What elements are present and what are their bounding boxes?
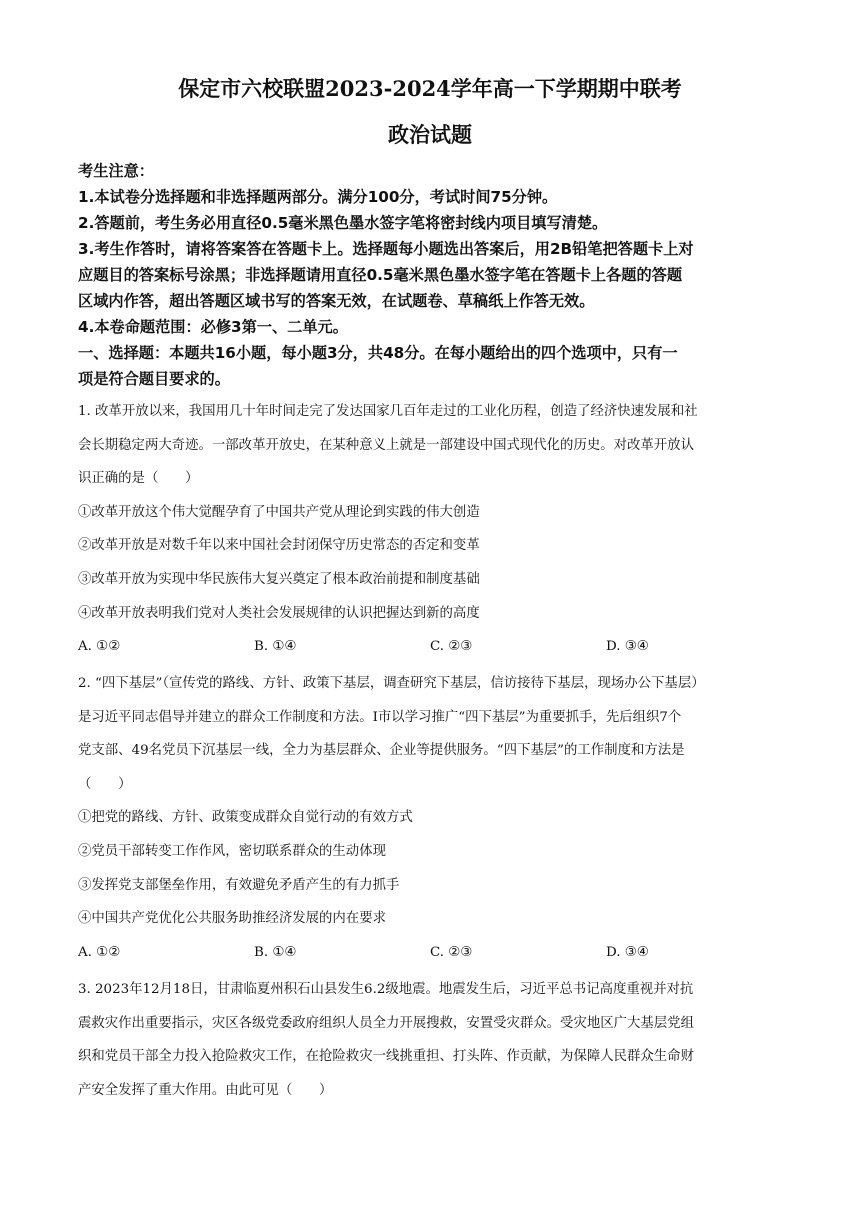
question-2-statement-4: ④中国共产党优化公共服务助推经济发展的内在要求 <box>78 911 386 927</box>
question-2-options <box>78 936 790 970</box>
question-2-option-c[interactable]: C. ②③ <box>430 944 473 960</box>
question-3-stem-line-4: 产安全发挥了重大作用。由此可见（ ） <box>78 1082 333 1098</box>
question-1 <box>78 395 790 664</box>
notice-heading: 考生注意： <box>78 162 154 180</box>
question-2-statement-2: ②党员干部转变工作作风，密切联系群众的生动体现 <box>78 843 386 859</box>
question-3-stem-line-2: 震救灾作出重要指示，灾区各级党委政府组织人员全力开展搜救，安置受灾群众。受灾地区广大基层党组 <box>78 1015 694 1031</box>
question-3-stem-line-1: 3. 2023年12月18日，甘肃临夏州积石山县发生6.2级地震。地震发生后，习近平总书记高度重视并对抗 <box>78 982 694 997</box>
question-1-option-d[interactable]: D. ③④ <box>606 639 649 655</box>
question-2-stem-line-2: 是习近平同志倡导并建立的群众工作制度和方法。I市以学习推广“四下基层”为重要抓手，先后组织7个 <box>78 709 682 725</box>
notice-item-1: 1.本试卷分选择题和非选择题两部分。满分100分，考试时间75分钟。 <box>78 188 558 206</box>
notice-item-2: 2.答题前，考生务必用直径0.5毫米黑色墨水签字笔将密封线内项目填写清楚。 <box>78 214 608 232</box>
question-2-option-d[interactable]: D. ③④ <box>606 944 649 960</box>
question-3-stem-line-3: 织和党员干部全力投入抢险救灾工作，在抢险救灾一线挑重担、打头阵、作贡献，为保障人民群众生命财 <box>78 1049 694 1065</box>
question-1-options <box>78 630 790 664</box>
question-1-stem-line-2: 会长期稳定两大奇迹。一部改革开放史，在某种意义上就是一部建设中国式现代化的历史。对改革开放认 <box>78 437 694 453</box>
notice-item-3-line-1: 3.考生作答时，请将答案答在答题卡上。选择题每小题选出答案后，用2B铅笔把答题卡上对 <box>78 240 694 258</box>
question-2-option-a[interactable]: A. ①② <box>78 944 121 960</box>
question-1-statement-3: ③改革开放为实现中华民族伟大复兴奠定了根本政治前提和制度基础 <box>78 571 480 587</box>
exam-title: 保定市六校联盟2023-2024学年高一下学期期中联考 <box>178 76 682 101</box>
question-2-stem-line-1: 2. “四下基层”（宣传党的路线、方针、政策下基层，调查研究下基层，信访接待下基层，现场办公下基层） <box>78 676 705 691</box>
question-1-stem-line-3: 识正确的是（ ） <box>78 471 199 487</box>
question-2-stem-line-3: 党支部、49名党员下沉基层一线，全力为基层群众、企业等提供服务。“四下基层”的工作制度和方法是 <box>78 743 685 759</box>
question-1-option-a[interactable]: A. ①② <box>78 639 121 655</box>
notice-block <box>78 158 788 392</box>
question-1-statement-4: ④改革开放表明我们党对人类社会发展规律的认识把握达到新的高度 <box>78 605 480 621</box>
question-1-statement-2: ②改革开放是对数千年以来中国社会封闭保守历史常态的否定和变革 <box>78 538 480 554</box>
question-2-statement-1: ①把党的路线、方针、政策变成群众自觉行动的有效方式 <box>78 810 413 826</box>
question-1-statement-1: ①改革开放这个伟大觉醒孕育了中国共产党从理论到实践的伟大创造 <box>78 504 480 520</box>
question-1-stem-line-1: 1. 改革开放以来，我国用几十年时间走完了发达国家几百年走过的工业化历程，创造了经济快速发展和社 <box>78 404 698 419</box>
question-2-option-b[interactable]: B. ①④ <box>254 944 297 960</box>
question-3 <box>78 973 790 1107</box>
question-1-option-c[interactable]: C. ②③ <box>430 639 473 655</box>
notice-item-3-line-3: 区域内作答，超出答题区域书写的答案无效，在试题卷、草稿纸上作答无效。 <box>78 292 595 310</box>
question-2 <box>78 667 790 969</box>
question-2-stem-line-4: （ ） <box>78 776 132 792</box>
notice-item-3-line-2: 应题目的答案标号涂黑；非选择题请用直径0.5毫米黑色墨水签字笔在答题卡上各题的答题 <box>78 266 683 284</box>
question-1-option-b[interactable]: B. ①④ <box>254 639 297 655</box>
section-heading-line-2: 项是符合题目要求的。 <box>78 370 230 388</box>
notice-item-4: 4.本卷命题范围：必修3第一、二单元。 <box>78 318 348 336</box>
section-heading-line-1: 一、选择题：本题共16小题，每小题3分，共48分。在每小题给出的四个选项中，只有一 <box>78 344 678 362</box>
exam-subtitle: 政治试题 <box>388 122 472 147</box>
question-2-statement-3: ③发挥党支部堡垒作用，有效避免矛盾产生的有力抓手 <box>78 877 400 893</box>
